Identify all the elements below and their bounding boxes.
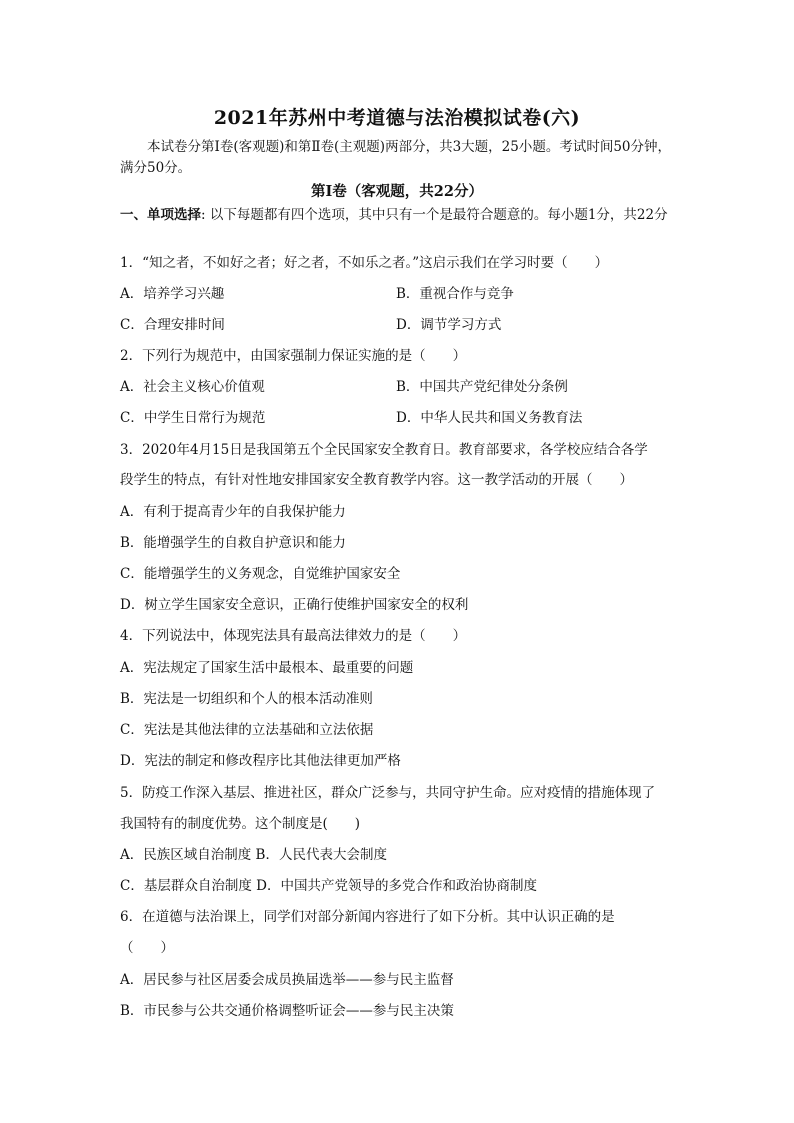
question-4-option-c: C．宪法是其他法律的立法基础和立法依据 <box>120 722 374 738</box>
question-4-stem: 4．下列说法中，体现宪法具有最高法律效力的是（ ） <box>120 628 467 644</box>
question-5-stem-line-2: 我国特有的制度优势。这个制度是( ) <box>120 816 361 832</box>
question-3-stem-line-2: 段学生的特点，有针对性地安排国家安全教育教学内容。这一教学活动的开展（ ） <box>120 472 633 488</box>
question-2-option-b: B．中国共产党纪律处分条例 <box>396 379 568 395</box>
question-3-option-c: C．能增强学生的义务观念，自觉维护国家安全 <box>120 566 401 582</box>
question-4-option-a: A．宪法规定了国家生活中最根本、最重要的问题 <box>120 660 414 676</box>
question-3-option-a: A．有利于提高青少年的自我保护能力 <box>120 504 346 520</box>
section-one-text: : 以下每题都有四个选项，其中只有一个是最符合题意的。每小题1分，共22分 <box>201 207 668 223</box>
question-6-stem-line-2: （ ） <box>120 940 174 956</box>
question-1-option-a: A．培养学习兴趣 <box>120 286 225 302</box>
question-5-option-cd: C．基层群众自治制度 D．中国共产党领导的多党合作和政治协商制度 <box>120 878 537 894</box>
question-2-option-d: D．中华人民共和国义务教育法 <box>396 410 583 426</box>
question-4-option-b: B．宪法是一切组织和个人的根本活动准则 <box>120 691 373 707</box>
question-3-stem-line-1: 3．2020年4月15日是我国第五个全民国家安全教育日。教育部要求，各学校应结合各学 <box>120 442 648 458</box>
section-one-label: 一、单项选择 <box>120 207 201 223</box>
question-1-stem: 1．“知之者，不如好之者；好之者，不如乐之者。”这启示我们在学习时要（ ） <box>120 255 609 271</box>
question-6-option-b: B．市民参与公共交通价格调整听证会——参与民主决策 <box>120 1003 454 1019</box>
question-1-option-d: D．调节学习方式 <box>396 317 502 333</box>
question-5-stem-line-1: 5．防疫工作深入基层、推进社区，群众广泛参与，共同守护生命。应对疫情的措施体现了 <box>120 785 656 801</box>
exam-intro: 本试卷分第Ⅰ卷(客观题)和第Ⅱ卷(主观题)两部分，共3大题，25小题。考试时间50分钟，满分50分。 <box>120 139 672 176</box>
section-one-instruction <box>120 205 680 226</box>
question-1-option-b: B．重视合作与竞争 <box>396 286 514 302</box>
question-2-option-a: A．社会主义核心价值观 <box>120 379 265 395</box>
question-5-option-ab: A．民族区域自治制度 B．人民代表大会制度 <box>120 847 387 863</box>
question-6-stem-line-1: 6．在道德与法治课上，同学们对部分新闻内容进行了如下分析。其中认识正确的是 <box>120 909 615 925</box>
question-3-option-b: B．能增强学生的自救自护意识和能力 <box>120 535 346 551</box>
exam-title: 2021年苏州中考道德与法治模拟试卷(六) <box>213 107 581 129</box>
question-6-option-a: A．居民参与社区居委会成员换届选举——参与民主监督 <box>120 972 454 988</box>
question-1-option-c: C．合理安排时间 <box>120 317 225 333</box>
question-3-option-d: D．树立学生国家安全意识，正确行使维护国家安全的权利 <box>120 597 469 613</box>
question-4-option-d: D．宪法的制定和修改程序比其他法律更加严格 <box>120 753 401 769</box>
part-one-heading: 第Ⅰ卷（客观题，共22分） <box>311 183 483 200</box>
question-2-stem: 2．下列行为规范中，由国家强制力保证实施的是（ ） <box>120 348 467 364</box>
question-2-option-c: C．中学生日常行为规范 <box>120 410 266 426</box>
